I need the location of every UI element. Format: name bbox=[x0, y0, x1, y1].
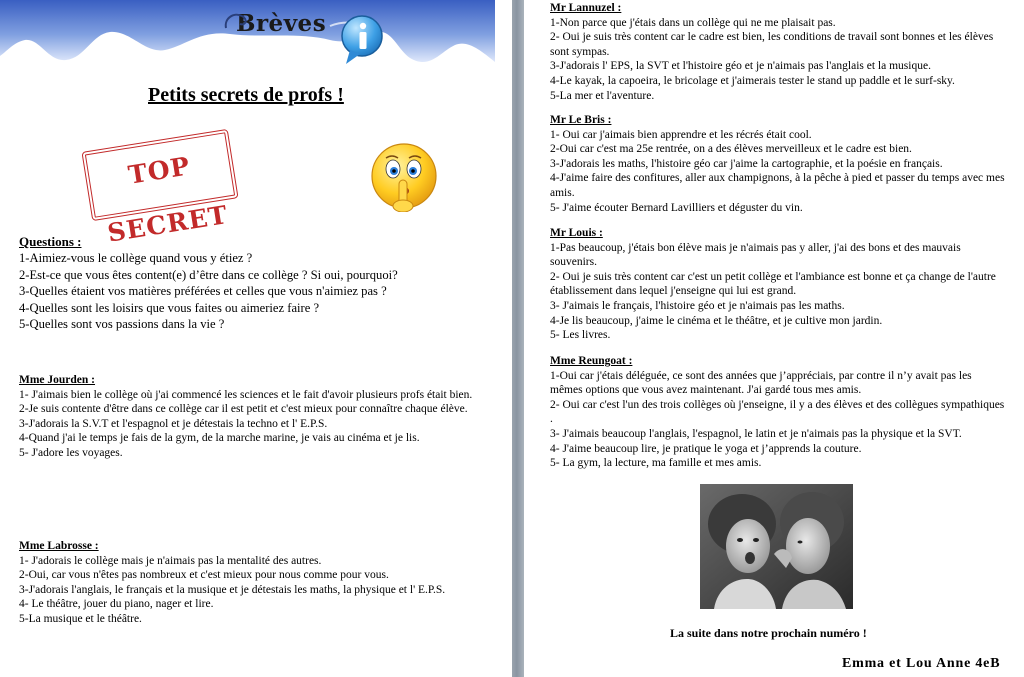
info-icon bbox=[338, 14, 386, 66]
answer-item: 2-Oui car c'est ma 25e rentrée, on a des élèves merveilleux et le cadre est bien. bbox=[550, 143, 912, 156]
answer-item: 4-Je lis beaucoup, j'aime le cinéma et le théâtre, et je cultive mon jardin. bbox=[550, 314, 883, 327]
teacher-name: Mme Jourden : bbox=[19, 374, 96, 386]
answer-item: 3-J'adorais l'anglais, le français et la musique et je détestais les maths, la physique et l' E.P.S. bbox=[19, 583, 446, 596]
teacher-section-louis bbox=[550, 226, 1000, 343]
answer-item: 1-Pas beaucoup, j'étais bon élève mais je n'aimais pas y aller, j'ai des bons et des mauvais souvenirs. bbox=[550, 241, 961, 269]
sequel-notice: La suite dans notre prochain numéro ! bbox=[670, 626, 867, 640]
answer-item: 4- Le théâtre, jouer du piano, nager et lire. bbox=[19, 598, 214, 611]
question-item: 3-Quelles étaient vos matières préférées et celles que vous n'aimiez pas ? bbox=[19, 284, 387, 299]
answer-item: 1- Oui car j'aimais bien apprendre et les récrés était cool. bbox=[550, 128, 812, 141]
top-secret-stamp: TOP SECRET bbox=[81, 129, 238, 221]
answer-item: 1-Oui car j'étais déléguée, ce sont des années que j’appréciais, par contre il n’y avait pas les mêmes options que vous avez maintenant. J'ai gardé tous mes amis. bbox=[550, 369, 972, 397]
answer-item: 5-La musique et le théâtre. bbox=[19, 612, 142, 625]
question-item: 1-Aimiez-vous le collège quand vous y étiez ? bbox=[19, 251, 253, 266]
answer-item: 2- Oui car c'est l'un des trois collèges où j'enseigne, il y a des élèves et des collègues sympathiques . bbox=[550, 398, 1005, 426]
author-signature: Emma et Lou Anne 4eB bbox=[842, 656, 1001, 671]
answer-item: 5- La gym, la lecture, ma famille et mes amis. bbox=[550, 457, 762, 470]
answer-item: 5-La mer et l'aventure. bbox=[550, 89, 655, 102]
answer-item: 1- J'adorais le collège mais je n'aimais pas la mentalité des autres. bbox=[19, 554, 322, 567]
teacher-name: Mme Labrosse : bbox=[19, 540, 99, 552]
teacher-name: Mr Louis : bbox=[550, 227, 603, 239]
answer-item: 2-Je suis contente d'être dans ce collège car il est petit et c'est mieux pour connaître chaque élève. bbox=[19, 403, 468, 416]
teacher-section-jourden bbox=[19, 373, 481, 461]
answer-item: 3-J'adorais l' EPS, la SVT et l'histoire géo et je n'aimais pas l'anglais et la musique. bbox=[550, 60, 931, 73]
answer-item: 3-J'adorais la S.V.T et l'espagnol et je détestais la techno et l' E.P.S. bbox=[19, 417, 328, 430]
answer-item: 3- J'aimais le français, l'histoire géo et je n'aimais pas les maths. bbox=[550, 299, 845, 312]
teacher-section-lebris bbox=[550, 113, 1005, 215]
shushing-face-icon bbox=[368, 140, 440, 212]
banner-title: Brèves bbox=[236, 10, 327, 37]
answer-item: 4-Le kayak, la capoeira, le bricolage et j'aimerais tester le stand up paddle et le surf-sky. bbox=[550, 74, 955, 87]
page-gutter bbox=[512, 0, 524, 677]
answer-item: 2- Oui je suis très content car c'est un petit collège et l'ambiance est bonne et ça change de l'autre établissement dans lequel j'enseigne qui lui est grand. bbox=[550, 270, 996, 298]
answer-item: 2-Oui, car vous n'êtes pas nombreux et c'est mieux pour nous comme pour vous. bbox=[19, 569, 389, 582]
question-item: 5-Quelles sont vos passions dans la vie ? bbox=[19, 317, 225, 332]
answer-item: 3- J'aimais beaucoup l'anglais, l'espagnol, le latin et je n'aimais pas la physique et la SVT. bbox=[550, 427, 962, 440]
teacher-name: Mr Lannuzel : bbox=[550, 2, 622, 14]
question-item: 2-Est-ce que vous êtes content(e) d’être dans ce collège ? Si oui, pourquoi? bbox=[19, 267, 398, 282]
questions-section bbox=[19, 234, 489, 332]
teacher-name: Mme Reungoat : bbox=[550, 355, 633, 367]
teacher-name: Mr Le Bris : bbox=[550, 114, 612, 126]
whispering-girls-photo bbox=[700, 484, 853, 609]
answer-item: 1-Non parce que j'étais dans un collège qui ne me plaisait pas. bbox=[550, 16, 836, 29]
blue-swirl-decoration bbox=[222, 10, 252, 32]
teacher-section-lannuzel bbox=[550, 1, 1000, 103]
answer-item: 1- J'aimais bien le collège où j'ai commencé les sciences et le fait d'avoir plusieurs profs était bien. bbox=[19, 388, 473, 401]
answer-item: 3-J'adorais les maths, l'histoire géo car j'aime la cartographie, et la poésie en français. bbox=[550, 157, 943, 170]
teacher-section-labrosse bbox=[19, 539, 465, 627]
answer-item: 4-Quand j'ai le temps je fais de la gym, de la marche marine, je vais au cinéma et je lis. bbox=[19, 432, 420, 445]
answer-item: 5- J'adore les voyages. bbox=[19, 446, 123, 459]
page-title: Petits secrets de profs ! bbox=[148, 84, 344, 106]
answer-item: 5- J'aime écouter Bernard Lavilliers et déguster du vin. bbox=[550, 201, 803, 214]
question-item: 4-Quelles sont les loisirs que vous faites ou aimeriez faire ? bbox=[19, 300, 320, 315]
answer-item: 2- Oui je suis très content car le cadre est bien, les conditions de travail sont bonnes et les élèves sont sympas. bbox=[550, 31, 994, 58]
answer-item: 4-J'aime faire des confitures, aller aux champignons, à la pêche à pied et passer du temps avec mes amis. bbox=[550, 172, 1005, 199]
teacher-section-reungoat bbox=[550, 354, 1005, 471]
answer-item: 5- Les livres. bbox=[550, 329, 611, 342]
questions-heading: Questions : bbox=[19, 234, 82, 249]
answer-item: 4- J'aime beaucoup lire, je pratique le yoga et j’apprends la couture. bbox=[550, 442, 862, 455]
